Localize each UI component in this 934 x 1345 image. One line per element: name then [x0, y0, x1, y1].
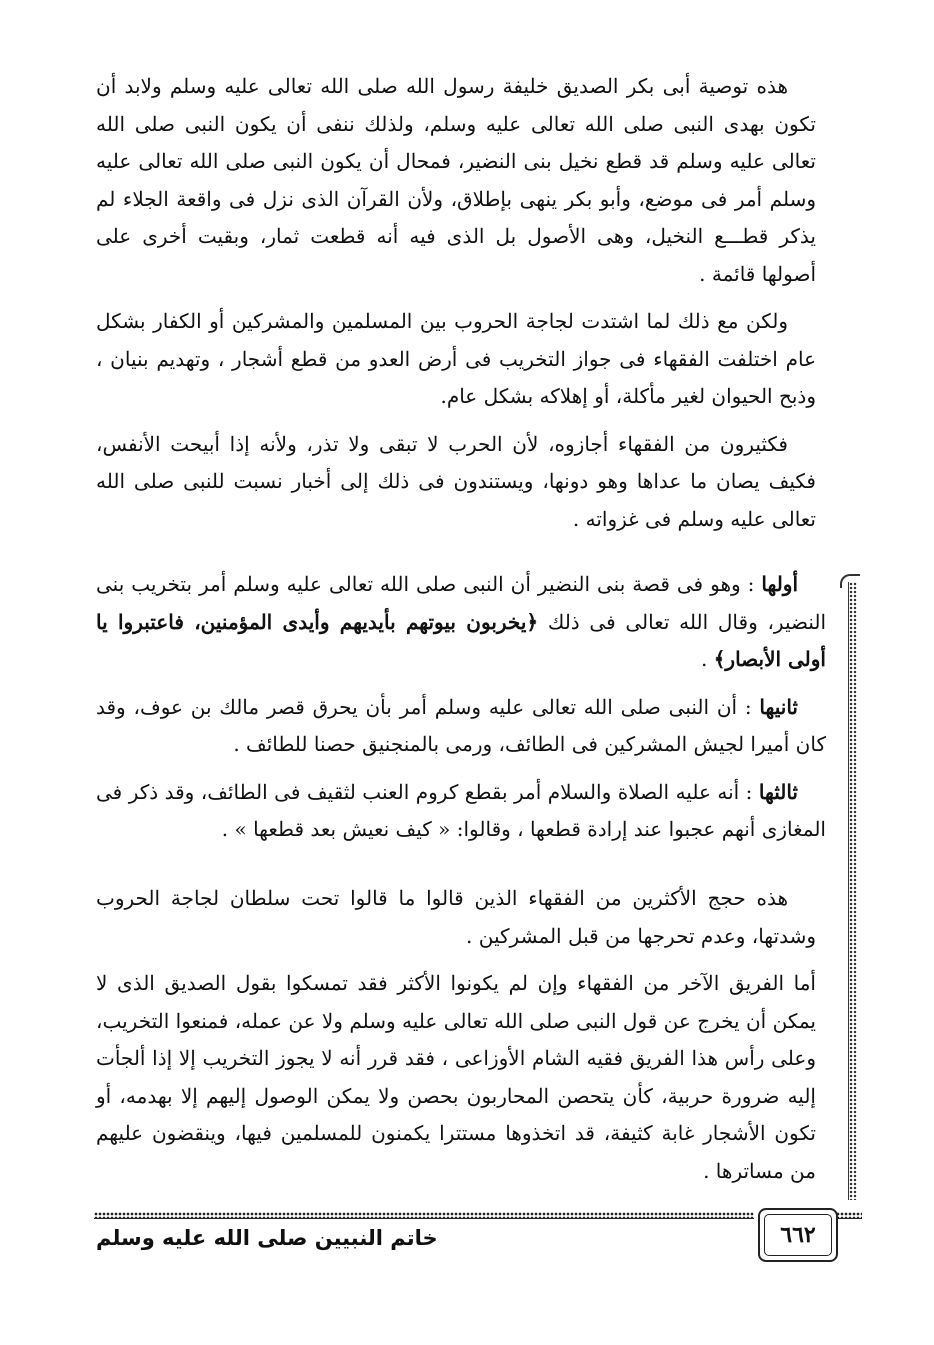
evidence-first: [96, 566, 826, 679]
paragraph-1: هذه توصية أبى بكر الصديق خليفة رسول الله صلى الله تعالى عليه وسلم ولابد أن تكون بهدى النبى صلى الله تعالى عليه وسلم، ولذلك ننفى أن يكون النبى صلى الله تعالى عليه وسلم قد قطع نخيل بنى النضير، فمحال أن يكون النبى صلى الله تعالى عليه وسلم أمر فى موضع، وأبو بكر ينهى بإطلاق، ولأن القرآن الذى نزل فى واقعة الجلاء لم يذكر قطـــع النخيل، وهى الأصول بل الذى فيه أنه قطعت ثمار، وبقيت أخرى على أصولها قائمة .: [96, 74, 816, 286]
paragraph-2: ولكن مع ذلك لما اشتدت لجاجة الحروب بين المسلمين والمشركين أو الكفار بشكل عام اختلفت الفقهاء فى جواز التخريب فى أرض العدو من قطع أشجار ، وتهديم بنيان ، وذبح الحيوان لغير مأكلة، أو إهلاكه بشكل عام.: [96, 309, 816, 408]
paragraph-5: أما الفريق الآخر من الفقهاء وإن لم يكونوا الأكثر فقد تمسكوا بقول الصديق الذى لا يمكن أن يخرج عن قول النبى صلى الله تعالى عليه وسلم ولا عن عمله، فمنعوا التخريب، وعلى رأس هذا الفريق فقيه الشام الأوزاعى ، فقد قرر أنه لا يجوز التخريب إلا إذا ألجأت إليه ضرورة حربية، كأن يتحصن المحاربون بحصن ولا يمكن الوصول إليهم إلا بهدمه، أو تكون الأشجار غابة كثيفة، قد اتخذوها مستترا يكمنون للمسلمين فيها، وينقضون عليهم من مساترها .: [96, 971, 816, 1183]
page-number-frame: [758, 1208, 838, 1262]
evidence-first-label: أولها: [761, 572, 798, 596]
intro-section: [96, 68, 816, 548]
conclusion-section: [96, 880, 816, 1200]
evidence-third: [96, 774, 826, 849]
decorative-side-border: [848, 582, 857, 1200]
evidence-second-label: ثانيها: [759, 694, 798, 719]
running-title: خاتم النبيين صلى الله عليه وسلم: [96, 1226, 438, 1250]
evidence-first-end: .: [700, 647, 714, 671]
footer-rule-left: [94, 1212, 754, 1219]
evidence-third-label: ثالثها: [758, 779, 798, 804]
paragraph-3: فكثيرون من الفقهاء أجازوه، لأن الحرب لا تبقى ولا تذر، ولأنه إذا أبيحت الأنفس، فكيف يصان ما عداها وهو دونها، ويستندون فى ذلك إلى أخبار نسبت للنبى صلى الله تعالى عليه وسلم فى غزواته .: [96, 431, 816, 531]
footer-rule-right: [836, 1212, 862, 1219]
evidence-second: [96, 689, 826, 764]
evidence-first-text: : وهو فى قصة بنى النضير أن النبى صلى الله تعالى عليه وسلم أمر بتخريب بنى النضير، وقال الله تعالى فى ذلك: [96, 572, 827, 634]
quran-verse: ﴿يخربون بيوتهم بأيديهم وأيدى المؤمنين، فاعتبروا يا أولى الأبصار﴾: [96, 609, 826, 671]
paragraph-4: هذه حجج الأكثرين من الفقهاء الذين قالوا ما قالوا تحت سلطان لجاجة الحروب وشدتها، وعدم تحرجها من قبل المشركين .: [96, 886, 816, 948]
evidence-second-text: : أن النبى صلى الله تعالى عليه وسلم أمر بأن يحرق قصر مالك بن عوف، وقد كان أميرا لجيش المشركين فى الطائف، ورمى بالمنجنيق حصنا للطائف .: [96, 694, 826, 756]
evidence-third-text: : أنه عليه الصلاة والسلام أمر بقطع كروم العنب لثقيف فى الطائف، وقد ذكر فى المغازى أنهم عجبوا عند إرادة قطعها ، وقالوا: « كيف نعيش بعد قطعها » .: [96, 779, 826, 841]
page-number: ٦٦٢: [780, 1222, 816, 1248]
evidence-section: [96, 566, 826, 859]
